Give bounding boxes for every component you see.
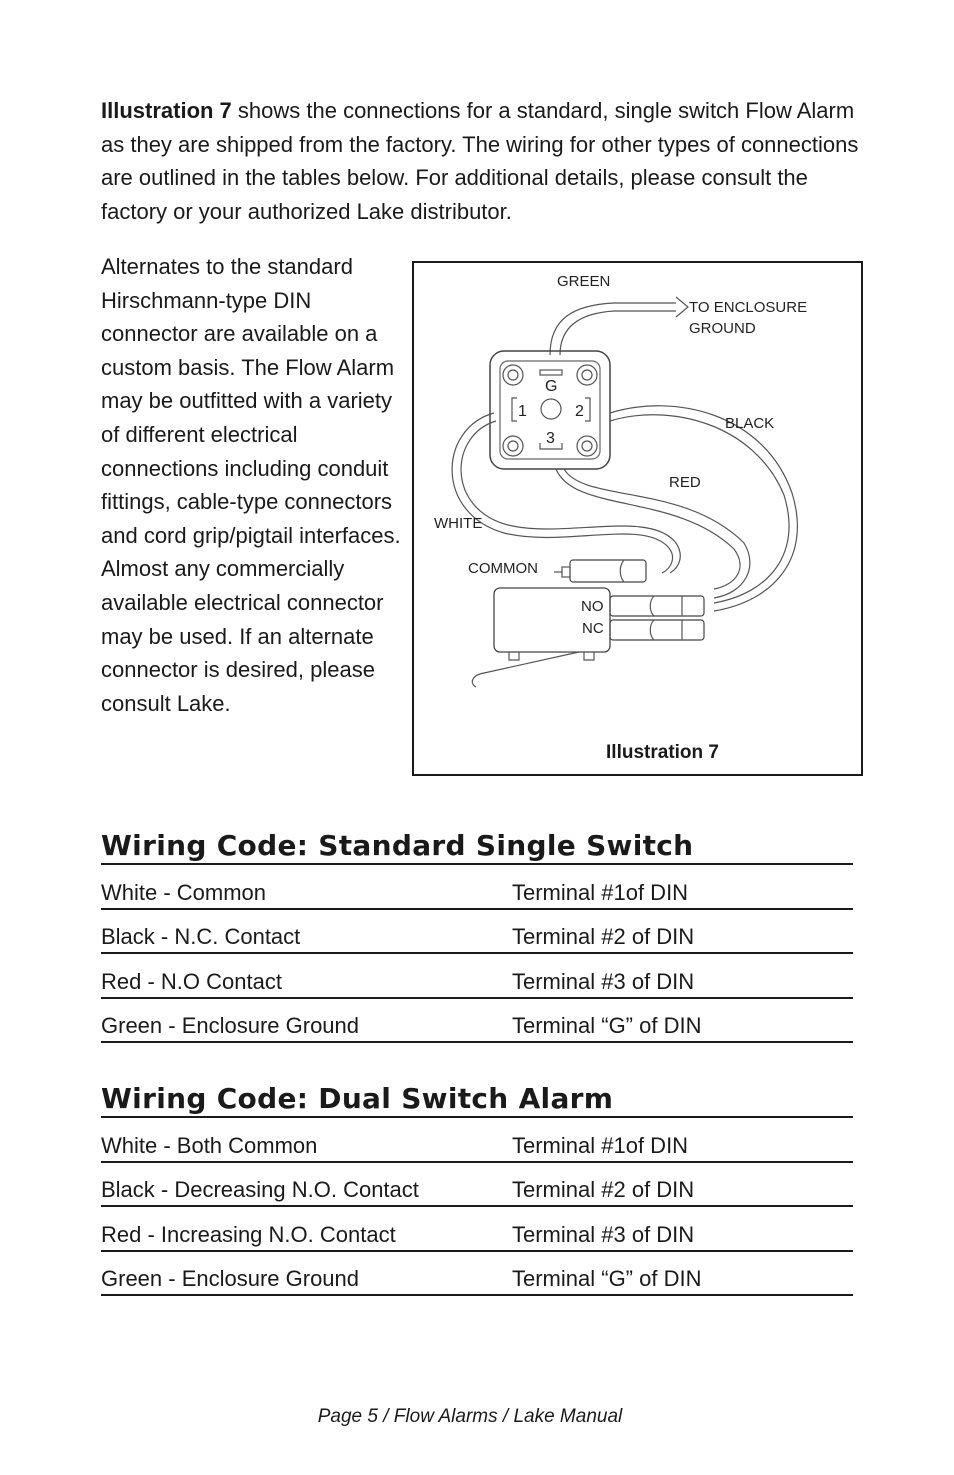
table-row (101, 954, 853, 999)
side-paragraph: Alternates to the standard Hirschmann-type DIN connector are available on a custom basis. The Flow Alarm may be outfitted with a variety of different electrical connections including conduit fittings, cable-type connectors and cord grip/pigtail interfaces. Almost any commercially available electrical connector may be used. If an alternate connector is desired, please consult Lake. (101, 254, 401, 716)
terminal-cell: Terminal #2 of DIN (512, 924, 695, 949)
pin-3: 3 (546, 430, 555, 447)
terminal-cell: Terminal “G” of DIN (512, 1266, 702, 1291)
table-row (101, 1207, 853, 1252)
illustration-caption: Illustration 7 (606, 742, 719, 763)
wire-cell: Green - Enclosure Ground (101, 1013, 360, 1038)
label-nc: NC (582, 620, 604, 637)
page-footer: Page 5 / Flow Alarms / Lake Manual (317, 1406, 623, 1427)
label-no: NO (581, 598, 604, 615)
wire-cell: Red - Increasing N.O. Contact (101, 1221, 396, 1247)
label-enclosure-1: TO ENCLOSURE (689, 299, 808, 316)
table-row (101, 999, 853, 1044)
table-2-heading: Wiring Code: Dual Switch Alarm (101, 1082, 853, 1118)
table-1-heading: Wiring Code: Standard Single Switch (101, 829, 853, 865)
terminal-cell: Terminal #1of DIN (512, 1132, 689, 1158)
table-row (101, 910, 853, 955)
pin-g: G (545, 378, 558, 395)
table-row (101, 865, 853, 910)
wiring-diagram (414, 263, 865, 778)
label-green: GREEN (557, 273, 611, 290)
terminal-cell: Terminal #3 of DIN (512, 1221, 695, 1247)
wire-cell: White - Common (101, 879, 267, 905)
intro-bold: Illustration 7 (101, 98, 232, 123)
intro-paragraph (101, 94, 861, 228)
intro-text: shows the connections for a standard, single switch Flow Alarm as they are shipped from the factory. The wiring for other types of connections are outlined in the tables below. For additional details, please consult the factory or your authorized Lake distributor. (101, 98, 859, 224)
pin-1: 1 (518, 403, 527, 420)
wire-cell: Green - Enclosure Ground (101, 1266, 360, 1291)
terminal-cell: Terminal #3 of DIN (512, 968, 695, 994)
terminal-cell: Terminal #1of DIN (512, 879, 689, 905)
table-row (101, 1118, 853, 1163)
wire-cell: Black - N.C. Contact (101, 924, 301, 949)
terminal-cell: Terminal #2 of DIN (512, 1177, 695, 1202)
wire-cell: White - Both Common (101, 1132, 318, 1158)
pin-2: 2 (575, 403, 584, 420)
wire-cell: Black - Decreasing N.O. Contact (101, 1177, 419, 1202)
terminal-cell: Terminal “G” of DIN (512, 1013, 702, 1038)
table-2 (101, 1118, 853, 1296)
label-black: BLACK (725, 415, 775, 432)
label-common: COMMON (468, 560, 538, 577)
wire-cell: Red - N.O Contact (101, 968, 282, 994)
illustration-figure (412, 261, 863, 776)
label-red: RED (669, 474, 701, 491)
table-row (101, 1252, 853, 1297)
label-enclosure-2: GROUND (689, 320, 756, 337)
table-1 (101, 865, 853, 1043)
label-white: WHITE (434, 515, 483, 532)
table-row (101, 1163, 853, 1208)
